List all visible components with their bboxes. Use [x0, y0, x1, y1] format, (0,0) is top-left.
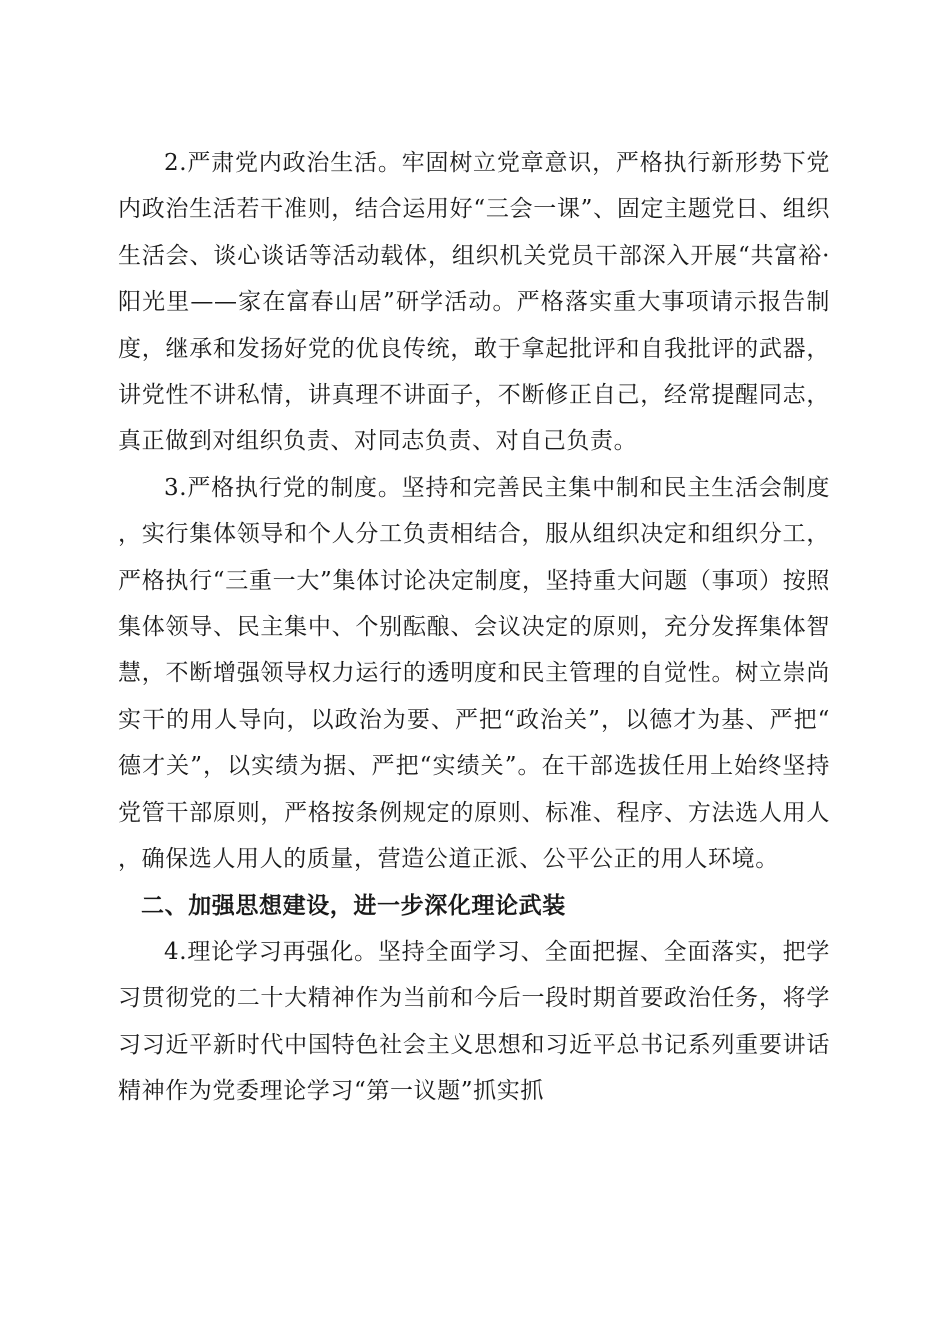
section-heading: 二、加强思想建设，进一步深化理论武装 — [141, 892, 566, 919]
paragraph-4: 4.理论学习再强化。坚持全面学习、全面把握、全面落实，把学习贯彻党的二十大精神作为当前和今后一段时期首要政治任务，将学习习近平新时代中国特色社会主义思想和习近平总书记系列重要讲话精神作为党委理论学习“第一议题”抓实抓 — [118, 938, 830, 1105]
paragraph-2: 2.严肃党内政治生活。牢固树立党章意识，严格执行新形势下党内政治生活若干准则，结合运用好“三会一课”、固定主题党日、组织生活会、谈心谈话等活动载体，组织机关党员干部深入开展“共富裕·阳光里——家在富春山居”研学活动。严格落实重大事项请示报告制度，继承和发扬好党的优良传统，敢于拿起批评和自我批评的武器，讲党性不讲私情，讲真理不讲面子，不断修正自己，经常提醒同志，真正做到对组织负责、对同志负责、对自己负责。 — [118, 150, 830, 455]
paragraph-3: 3.严格执行党的制度。坚持和完善民主集中制和民主生活会制度，实行集体领导和个人分工负责相结合，服从组织决定和组织分工，严格执行“三重一大”集体讨论决定制度，坚持重大问题（事项）按照集体领导、民主集中、个别酝酿、会议决定的原则，充分发挥集体智慧，不断增强领导权力运行的透明度和民主管理的自觉性。树立崇尚实干的用人导向，以政治为要、严把“政治关”，以德才为基、严把“德才关”，以实绩为据、严把“实绩关”。在干部选拔任用上始终坚持党管干部原则，严格按条例规定的原则、标准、程序、方法选人用人，确保选人用人的质量，营造公道正派、公平公正的用人环境。 — [118, 474, 830, 873]
document-body — [118, 140, 830, 1115]
